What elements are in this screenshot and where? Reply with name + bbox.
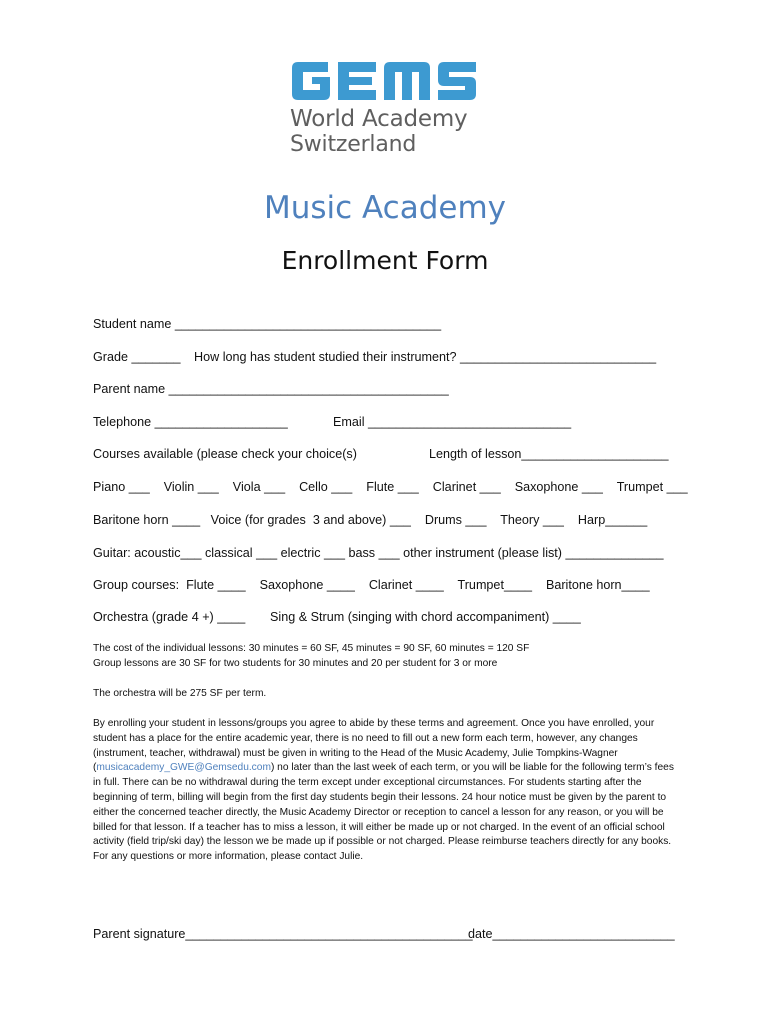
courses-row xyxy=(93,446,693,462)
lesson-length-field[interactable]: Length of lesson_____________________ xyxy=(429,447,669,461)
orchestra-cost: The orchestra will be 275 SF per term. xyxy=(93,688,267,699)
logo-world-academy: World Academy xyxy=(290,106,468,132)
instrument-options-row-1[interactable]: Piano ___ Violin ___ Viola ___ Cello ___ Flute ___ Clarinet ___ Saxophone ___ Trumpet ___ xyxy=(93,480,688,494)
telephone-field[interactable]: Telephone ___________________ xyxy=(93,415,288,429)
logo xyxy=(290,60,490,158)
sing-strum-field[interactable]: Sing & Strum (singing with chord accompaniment) ____ xyxy=(270,610,581,624)
cost-group: Group lessons are 30 SF for two students for 30 minutes and 20 per student for 3 or more xyxy=(93,657,498,669)
orchestra-row xyxy=(93,609,693,625)
page-subtitle: Enrollment Form xyxy=(281,246,489,275)
terms-paragraph xyxy=(93,717,683,865)
logo-switzerland: Switzerland xyxy=(290,132,417,157)
cost-info xyxy=(93,642,683,672)
gems-logo-icon xyxy=(290,60,480,102)
contact-email-link[interactable]: musicacademy_GWE@Gemsedu.com xyxy=(96,762,271,774)
page-title: Music Academy xyxy=(263,190,507,226)
instrument-options-row-2[interactable]: Baritone horn ____ Voice (for grades 3 and above) ___ Drums ___ Theory ___ Harp______ xyxy=(93,513,648,527)
parent-signature-field[interactable]: Parent signature_________________________________________ xyxy=(93,927,473,941)
email-field[interactable]: Email _____________________________ xyxy=(333,415,572,429)
student-name-field[interactable]: Student name ______________________________________ xyxy=(93,317,442,331)
grade-row xyxy=(93,349,693,365)
courses-available-label: Courses available (please check your choice(s) xyxy=(93,447,357,461)
group-courses-row[interactable]: Group courses: Flute ____ Saxophone ____ Clarinet ____ Trumpet____ Baritone horn____ xyxy=(93,578,650,592)
terms-text-start: By enrolling your student in lessons/groups you agree to abide by these terms and agreement. Once you have enrolled, your student has a place for the entire academic year, there is no need to fill out a new form each term, however, any changes (instrument, teacher, withdrawal) must be given in writing to the Head of the Music Academy, Julie Tompkins-Wagner ( xyxy=(93,718,655,774)
date-field[interactable]: date__________________________ xyxy=(468,927,675,941)
years-studied-field[interactable]: How long has student studied their instrument? ____________________________ xyxy=(194,350,657,364)
terms-text-end: ) no later than the last week of each term, or you will be liable for the following term’s fees in full. There can be no withdrawal during the term except under exceptional circumstances. For students starting after the beginning of term, billing will begin from the first day students begin their lessons. 24 hour notice must be given by the parent to either the concerned teacher directly, the Music Academy Director or reception to cancel a lesson for any reason, or you will be billed for that lesson. If a teacher has to miss a lesson, it will either be made up or not charged. In the event of an official school activity (field trip/ski day) the lesson we be made up if possible or not charged. Please reimburse teachers directly for any books. For any questions or more information, please contact Julie. xyxy=(93,762,674,863)
orchestra-field[interactable]: Orchestra (grade 4 +) ____ xyxy=(93,610,246,624)
guitar-options-row[interactable]: Guitar: acoustic___ classical ___ electric ___ bass ___ other instrument (please list) ______________ xyxy=(93,546,664,560)
signature-row xyxy=(93,926,693,942)
contact-row xyxy=(93,414,693,430)
cost-individual: The cost of the individual lessons: 30 minutes = 60 SF, 45 minutes = 90 SF, 60 minutes = 120 SF xyxy=(93,643,530,654)
parent-name-field[interactable]: Parent name ________________________________________ xyxy=(93,382,449,396)
grade-field[interactable]: Grade _______ xyxy=(93,350,181,364)
